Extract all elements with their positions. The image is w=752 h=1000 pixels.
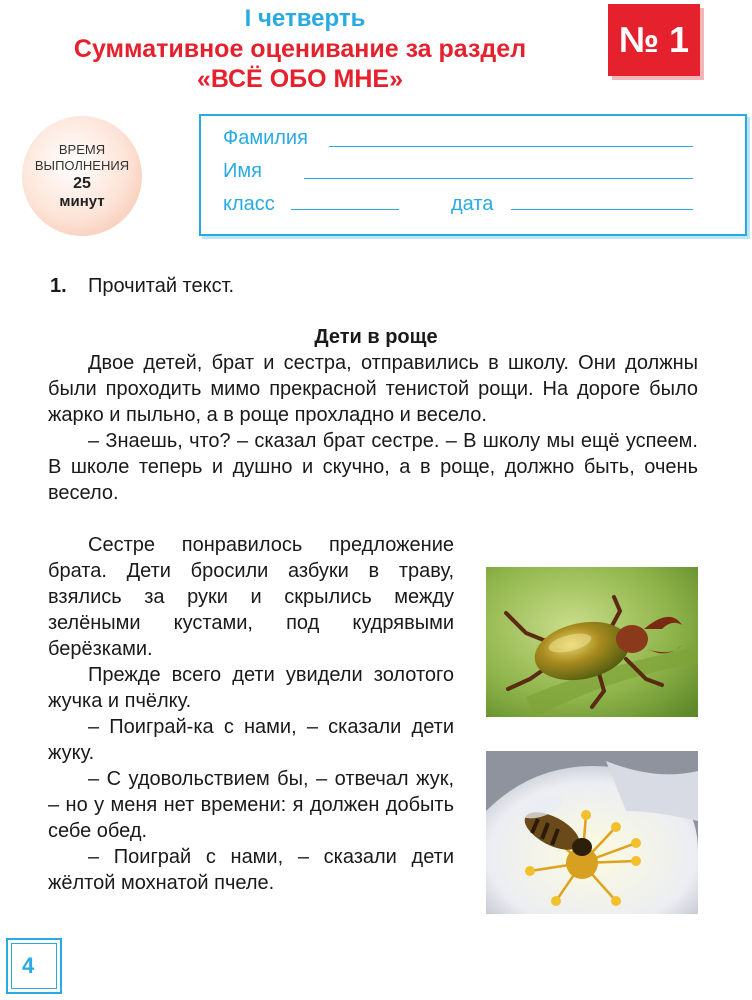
- story-paragraph: – Поиграй-ка с нами, – сказали дети жуку.: [48, 716, 454, 764]
- quarter-label: I четверть: [244, 5, 366, 32]
- assessment-number-badge: № 1: [608, 4, 700, 76]
- bee-photo: [486, 751, 698, 914]
- assessment-title: Суммативное оценивание за раздел: [73, 35, 527, 63]
- class-field[interactable]: [291, 209, 399, 210]
- story-paragraph: Прежде всего дети увидели золотого жучка и пчёлку.: [48, 664, 454, 712]
- header: [0, 4, 600, 94]
- name-field[interactable]: [304, 178, 693, 179]
- story-paragraph: Сестре понравилось предложение брата. Дети бросили азбуки в траву, взялись за руки и скрылись между зелёными кустами, под кудрявыми берёзками.: [48, 534, 454, 660]
- story-text-column: [48, 532, 454, 896]
- story-paragraph: – Знаешь, что? – сказал брат сестре. – В школу мы ещё успеем. В школе теперь и душно и скучно, а в роще, должно быть, очень весело.: [48, 430, 698, 504]
- date-field[interactable]: [511, 209, 693, 210]
- task-text: Прочитай текст.: [88, 275, 235, 297]
- story-text-top: [48, 350, 698, 506]
- story-paragraph: – С удовольствием бы, – отвечал жук, – но у меня нет времени: я должен добыть себе обед.: [48, 768, 454, 842]
- page-number: 4: [6, 938, 62, 994]
- class-label: класс: [223, 193, 275, 215]
- time-unit: минут: [59, 192, 105, 210]
- name-label: Имя: [223, 160, 262, 182]
- time-label-2: ВЫПОЛНЕНИЯ: [34, 157, 130, 173]
- section-title: «ВСЁ ОБО МНЕ»: [197, 65, 403, 93]
- time-badge: [22, 116, 142, 236]
- surname-label: Фамилия: [223, 127, 308, 149]
- date-label: дата: [451, 193, 494, 215]
- story-paragraph: Двое детей, брат и сестра, отправились в школу. Они должны были проходить мимо прекрасной тенистой рощи. На дороге было жарко и пыльно, а в роще прохладно и весело.: [48, 352, 698, 426]
- story-paragraph: – Поиграй с нами, – сказали дети жёлтой мохнатой пчеле.: [48, 846, 454, 894]
- story-title: Дети в роще: [314, 326, 438, 348]
- task-instruction: [50, 274, 234, 298]
- student-info-form: [199, 114, 747, 236]
- time-minutes: 25: [73, 174, 91, 192]
- task-number: 1.: [50, 275, 67, 297]
- time-label-1: ВРЕМЯ: [58, 141, 106, 157]
- surname-field[interactable]: [329, 146, 693, 147]
- beetle-photo: [486, 567, 698, 717]
